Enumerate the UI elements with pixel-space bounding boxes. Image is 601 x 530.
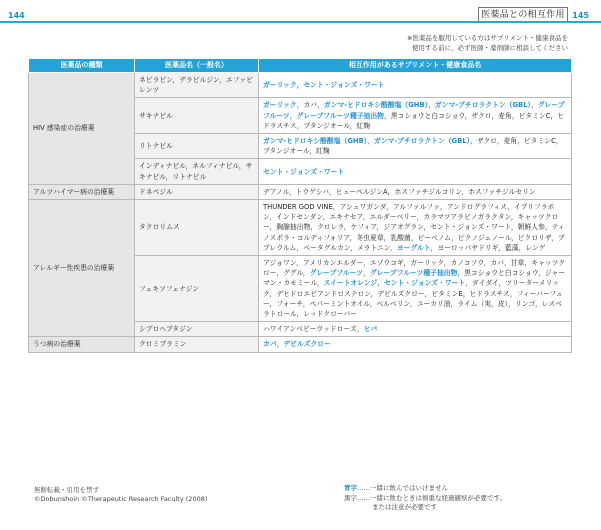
supplement-caution: ， bbox=[367, 137, 374, 146]
legend-blue bbox=[344, 484, 506, 494]
legend-black-cont: または注意が必要です bbox=[372, 503, 437, 511]
supplement-contraindicated: ガーリック，セント・ジョンズ・ワート bbox=[263, 81, 385, 90]
supplement-caution: ， bbox=[363, 269, 370, 278]
supplement-contraindicated: ヒバ bbox=[363, 325, 378, 334]
drug-name-cell: フェキソフェナジン bbox=[135, 256, 259, 322]
drug-name-cell: インディナビル，ネルフィナビル，サキナビル，リトナビル bbox=[135, 159, 259, 184]
drug-name-cell: リトナビル bbox=[135, 134, 259, 159]
supplement-contraindicated: ガンマ-ヒドロキシ酪酸塩（GHB） bbox=[323, 101, 429, 110]
caution-note-line-2: 使用する前に、必ず医師・薬剤師に相談してください bbox=[412, 43, 568, 52]
supplement-list-cell bbox=[259, 184, 572, 199]
supplement-contraindicated: グレープフルーツ種子抽出物 bbox=[369, 269, 458, 278]
supplement-list-cell bbox=[259, 159, 572, 184]
supplement-caution: デアノル，トウゲシバ，ヒューペルジンA，ホスファチジルコリン，ホスファチジルセリン bbox=[263, 187, 536, 196]
caution-note bbox=[407, 34, 568, 53]
supplement-contraindicated: セント・ジョンズ・ワート bbox=[263, 167, 345, 176]
supplement-caution: ， bbox=[289, 111, 297, 120]
supplement-contraindicated: グレープフルーツ bbox=[309, 269, 364, 278]
drug-category-cell: アルツハイマー病の治療薬 bbox=[29, 184, 135, 199]
drug-category-cell: アレルギー性疾患の治療薬 bbox=[29, 200, 135, 337]
drug-name-cell: ドネペジル bbox=[135, 184, 259, 199]
supplement-list-cell bbox=[259, 98, 572, 134]
reprint-notice: 無断転載・引用を禁ず bbox=[34, 486, 99, 494]
supplement-list-cell bbox=[259, 256, 572, 322]
supplement-caution: ，カバ， bbox=[296, 101, 324, 110]
supplement-caution: アジョワン，アメリカンエルダー，エゾウコギ，ガーリック，カノコソウ，カバ，甘草，キャッツクロー，ググル， bbox=[263, 259, 566, 278]
supplement-contraindicated: ガーリック bbox=[263, 101, 297, 110]
drug-name-cell: ネビラピン，デラビルジン，エファビレンツ bbox=[135, 73, 259, 98]
table-body bbox=[29, 73, 572, 353]
supplement-contraindicated: ヨーグルト bbox=[396, 243, 431, 252]
table-row bbox=[29, 73, 572, 98]
supplement-list-cell bbox=[259, 337, 572, 352]
supplement-contraindicated: カバ，デビルズクロー bbox=[263, 340, 331, 349]
header-rule bbox=[0, 21, 601, 23]
supplement-caution: ， bbox=[377, 279, 384, 288]
supplement-list-cell bbox=[259, 322, 572, 337]
table-header-row bbox=[29, 59, 572, 73]
drug-category-cell: うつ病の治療薬 bbox=[29, 337, 135, 352]
interaction-table bbox=[28, 58, 572, 353]
supplement-contraindicated: スイートオレンジ bbox=[323, 279, 378, 288]
legend-black: 黒字……一緒に飲むときは慎重な経過観察が必要です。 bbox=[344, 493, 506, 502]
section-title: 医薬品との相互作用 bbox=[478, 7, 568, 23]
table-row bbox=[29, 184, 572, 199]
supplement-contraindicated: セント・ジョンズ・ワート bbox=[384, 279, 466, 288]
supplement-caution: ，ダイダイ，ツリーターメリック，デヒドロエピアンドロステロン，デビルズクロー，ビタミンE，ヒドラスチス，フィーバーフュー，フォーチ，ペパーミントオイル，ベルベリン，ユーカリ油，ライム（実，皮），リンゴ，レスベラトロール，レッドクローバー bbox=[263, 279, 563, 319]
supplement-list-cell bbox=[259, 200, 572, 256]
caution-note-line-1: ※医薬品を服用している方はサプリメント・健康食品を bbox=[406, 34, 568, 42]
supplement-caution: ，ザクロ，麦角，ビタミンC，ブタンジオール，紅麹 bbox=[263, 137, 563, 156]
copyright-text: ©Dobunshoin ©Therapeutic Research Faculty (2008) bbox=[34, 495, 208, 503]
supplement-caution: ハワイアンベビーウッドローズ， bbox=[263, 325, 364, 334]
supplement-contraindicated: グレープフルーツ bbox=[263, 101, 565, 120]
supplement-caution: ，黒コショウと白コショウ，ザクロ，麦角，ビタミンC，ヒドラスチス，ブタンジオール，紅麹 bbox=[263, 111, 565, 130]
supplement-list-cell bbox=[259, 134, 572, 159]
drug-name-cell: サキナビル bbox=[135, 98, 259, 134]
supplement-contraindicated: ガンマ-ブチロラクトン（GBL） bbox=[434, 101, 531, 110]
supplement-caution: ， bbox=[530, 101, 538, 110]
page-number-right: 145 bbox=[572, 11, 589, 20]
copyright-block bbox=[34, 486, 207, 504]
drug-name-cell: シプロヘプタジン bbox=[135, 322, 259, 337]
legend-blue-text: ……一緒に飲んではいけません bbox=[357, 484, 448, 492]
supplement-caution: ，ヨーロッパヤドリギ，藍藻，レンゲ bbox=[430, 243, 546, 252]
header-drug-type: 医薬品の種類 bbox=[29, 59, 135, 73]
supplement-contraindicated: グレープフルーツ種子抽出物 bbox=[296, 111, 384, 120]
legend-blue-key: 青字 bbox=[344, 484, 357, 492]
supplement-contraindicated: ガンマ-ヒドロキシ酪酸塩（GHB） bbox=[263, 137, 368, 146]
supplement-contraindicated: ガンマ-ブチロラクトン（GBL） bbox=[373, 137, 471, 146]
supplement-list-cell bbox=[259, 73, 572, 98]
table-row bbox=[29, 337, 572, 352]
header-drug-name: 医薬品名（一般名） bbox=[135, 59, 259, 73]
supplement-caution: ， bbox=[428, 101, 435, 110]
supplement-caution: THUNDER GOD VINE，アシュワガンダ，アルファルファ，アンドログラフィス，イプリフラボン，インドセンダン，エキナセア，エルダーベリー，カラマツアラビノガラクタン，キャッツクロー，胸腺抽出物，クロレラ，ケフィア，ジアオグラン，セント・ジョンズ・ワート，朝鮮人参，ティノスポラ・コルディフォリア，冬虫夏草，乳酸菌，ビーベノム，ピクノジェノール，ピクロリザ，ブプレウルム，ベータグルカン，メラトニン， bbox=[263, 203, 565, 252]
header-supplement-name: 相互作用があるサプリメント・健康食品名 bbox=[259, 59, 572, 73]
legend-block bbox=[344, 484, 506, 513]
page-number-left: 144 bbox=[8, 11, 25, 20]
drug-name-cell: クロミプラミン bbox=[135, 337, 259, 352]
drug-name-cell: タクロリムス bbox=[135, 200, 259, 256]
table-row bbox=[29, 200, 572, 256]
supplement-caution: ，黒コショウと白コショウ，ジャーマン・カモミール， bbox=[263, 269, 566, 288]
drug-category-cell: HIV 感染症の治療薬 bbox=[29, 73, 135, 185]
